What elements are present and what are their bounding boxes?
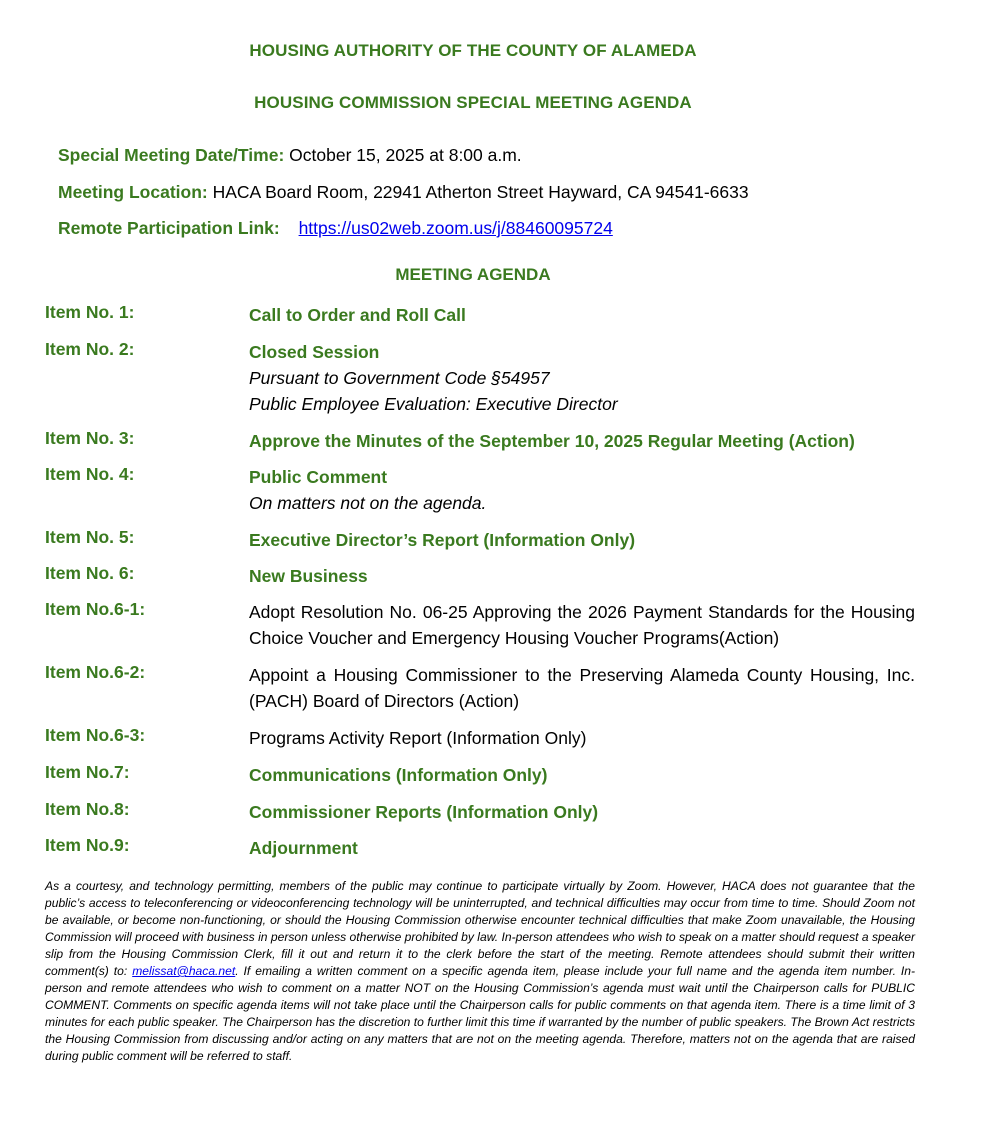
item-title: Public Comment [249,467,388,487]
item-number: Item No.8: [45,799,130,819]
clerk-email-link[interactable]: melissat@haca.net [132,964,236,978]
item-text: Appoint a Housing Commissioner to the Preserving Alameda County Housing, Inc. (PACH) Board of Directors (Action) [249,665,915,711]
item-number: Item No.6-1: [45,599,146,619]
item-title: Commissioner Reports (Information Only) [249,802,599,822]
item-title: Call to Order and Roll Call [249,305,466,325]
meeting-date-label: Special Meeting Date/Time: [58,145,285,165]
item-title: Closed Session [249,342,380,362]
item-title: New Business [249,566,368,586]
meeting-date-value: October 15, 2025 at 8:00 a.m. [289,145,522,165]
item-subtitle: Pursuant to Government Code §54957 [249,368,550,388]
item-text: Programs Activity Report (Information Only) [249,728,587,748]
meeting-location-label: Meeting Location: [58,182,208,202]
item-number: Item No.7: [45,762,130,782]
item-title: Executive Director’s Report (Information Only) [249,530,636,550]
remote-participation-label: Remote Participation Link: [58,218,280,238]
item-number: Item No.6-2: [45,662,146,682]
notice-text-part-2: . If emailing a written comment on a specific agenda item, please include your full name and the agenda item number. In-person and remote attendees who wish to comment on a matter NOT on the Housing Commission’s agenda must wait until the Chairperson calls for PUBLIC COMMENT. Comments on specific agenda items will not take place until the Chairperson calls for public comments on that agenda item. There is a time limit of 3 minutes for each public speaker. The Chairperson has the discretion to further limit this time if warranted by the number of public speakers. The Brown Act restricts the Housing Commission from discussing and/or acting on any matters that are not on the meeting agenda. Therefore, matters not on the agenda that are raised during public comment will be referred to staff. [45,964,915,1063]
agenda-heading: MEETING AGENDA [395,265,551,284]
organization-title: HOUSING AUTHORITY OF THE COUNTY OF ALAMEDA [249,41,697,60]
item-number: Item No. 2: [45,339,135,359]
item-number: Item No. 3: [45,428,135,448]
public-participation-notice [45,878,915,1065]
item-title: Approve the Minutes of the September 10, 2025 Regular Meeting (Action) [249,431,855,451]
meeting-date-row [58,145,522,166]
document-title: HOUSING COMMISSION SPECIAL MEETING AGENDA [254,93,692,112]
item-text: Adopt Resolution No. 06-25 Approving the 2026 Payment Standards for the Housing Choice Voucher and Emergency Housing Voucher Programs(Action) [249,602,915,648]
meeting-location-value: HACA Board Room, 22941 Atherton Street Hayward, CA 94541-6633 [212,182,749,202]
item-subtitle: Public Employee Evaluation: Executive Director [249,394,618,414]
item-number: Item No.9: [45,835,130,855]
item-title: Communications (Information Only) [249,765,548,785]
item-number: Item No.6-3: [45,725,146,745]
item-number: Item No. 1: [45,302,135,322]
zoom-meeting-link[interactable]: https://us02web.zoom.us/j/88460095724 [298,218,613,238]
meeting-location-row [58,182,749,203]
item-number: Item No. 6: [45,563,135,583]
item-number: Item No. 4: [45,464,135,484]
item-title: Adjournment [249,838,358,858]
notice-text-part-1: As a courtesy, and technology permitting, members of the public may continue to participate virtually by Zoom. However, HACA does not guarantee that the public’s access to teleconferencing or videoconferencing technology will be uninterrupted, and technical difficulties may occur from time to time. Should Zoom not be available, or become non-functioning, or should the Housing Commission otherwise encounter technical difficulties that make Zoom unavailable, the Housing Commission will proceed with business in person unless otherwise prohibited by law. In-person attendees who wish to speak on a matter should request a speaker slip from the Housing Commission Clerk, fill it out and return it to the clerk before the start of the meeting. Remote attendees should submit their written comment(s) to: [45,879,915,978]
remote-participation-row [58,218,613,239]
item-subtitle: On matters not on the agenda. [249,493,487,513]
item-number: Item No. 5: [45,527,135,547]
